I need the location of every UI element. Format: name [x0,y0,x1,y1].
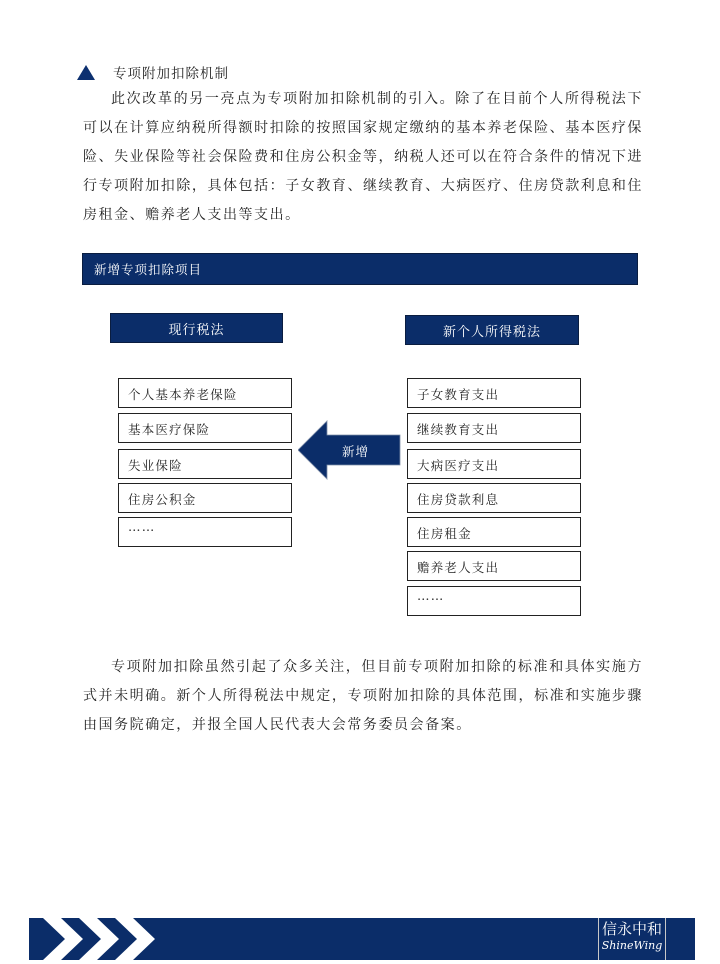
left-list-item: 住房公积金 [118,483,292,513]
footer-band [29,918,695,960]
diagram-title-bar: 新增专项扣除项目 [82,253,638,285]
logo-english-text: ShineWing [601,939,663,952]
chevrons-icon [29,918,179,960]
right-list-item: 住房租金 [407,517,581,547]
left-list-item: 个人基本养老保险 [118,378,292,408]
right-list-item: 赡养老人支出 [407,551,581,581]
left-list-item: 失业保险 [118,449,292,479]
logo-chinese-text: 信永中和 [601,920,662,938]
section-heading [77,60,229,84]
right-list-item: 继续教育支出 [407,413,581,443]
triangle-bullet-icon [77,65,95,80]
section-title: 专项附加扣除机制 [113,66,229,82]
right-list-item: 子女教育支出 [407,378,581,408]
right-list-item: 大病医疗支出 [407,449,581,479]
intro-paragraph: 此次改革的另一亮点为专项附加扣除机制的引入。除了在目前个人所得税法下可以在计算应纳税所得额时扣除的按照国家规定缴纳的基本养老保险、基本医疗保险、失业保险等社会保险费和住房公积金等，纳税人还可以在符合条件的情况下进行专项附加扣除，具体包括：子女教育、继续教育、大病医疗、住房贷款利息和住房租金、赡养老人支出等支出。 [83,91,643,223]
new-tax-law-header: 新个人所得税法 [405,315,579,345]
current-tax-law-header: 现行税法 [110,313,283,343]
left-list-item: …… [118,517,292,547]
right-list-item: 住房贷款利息 [407,483,581,513]
shinewing-logo [598,918,666,960]
closing-paragraph: 专项附加扣除虽然引起了众多关注，但目前专项附加扣除的标准和具体实施方式并未明确。新个人所得税法中规定，专项附加扣除的具体范围，标准和实施步骤由国务院确定，并报全国人民代表大会常务委员会备案。 [83,659,643,733]
left-list-item: 基本医疗保险 [118,413,292,443]
right-list-item: …… [407,586,581,616]
arrow-label: 新增 [342,444,370,459]
